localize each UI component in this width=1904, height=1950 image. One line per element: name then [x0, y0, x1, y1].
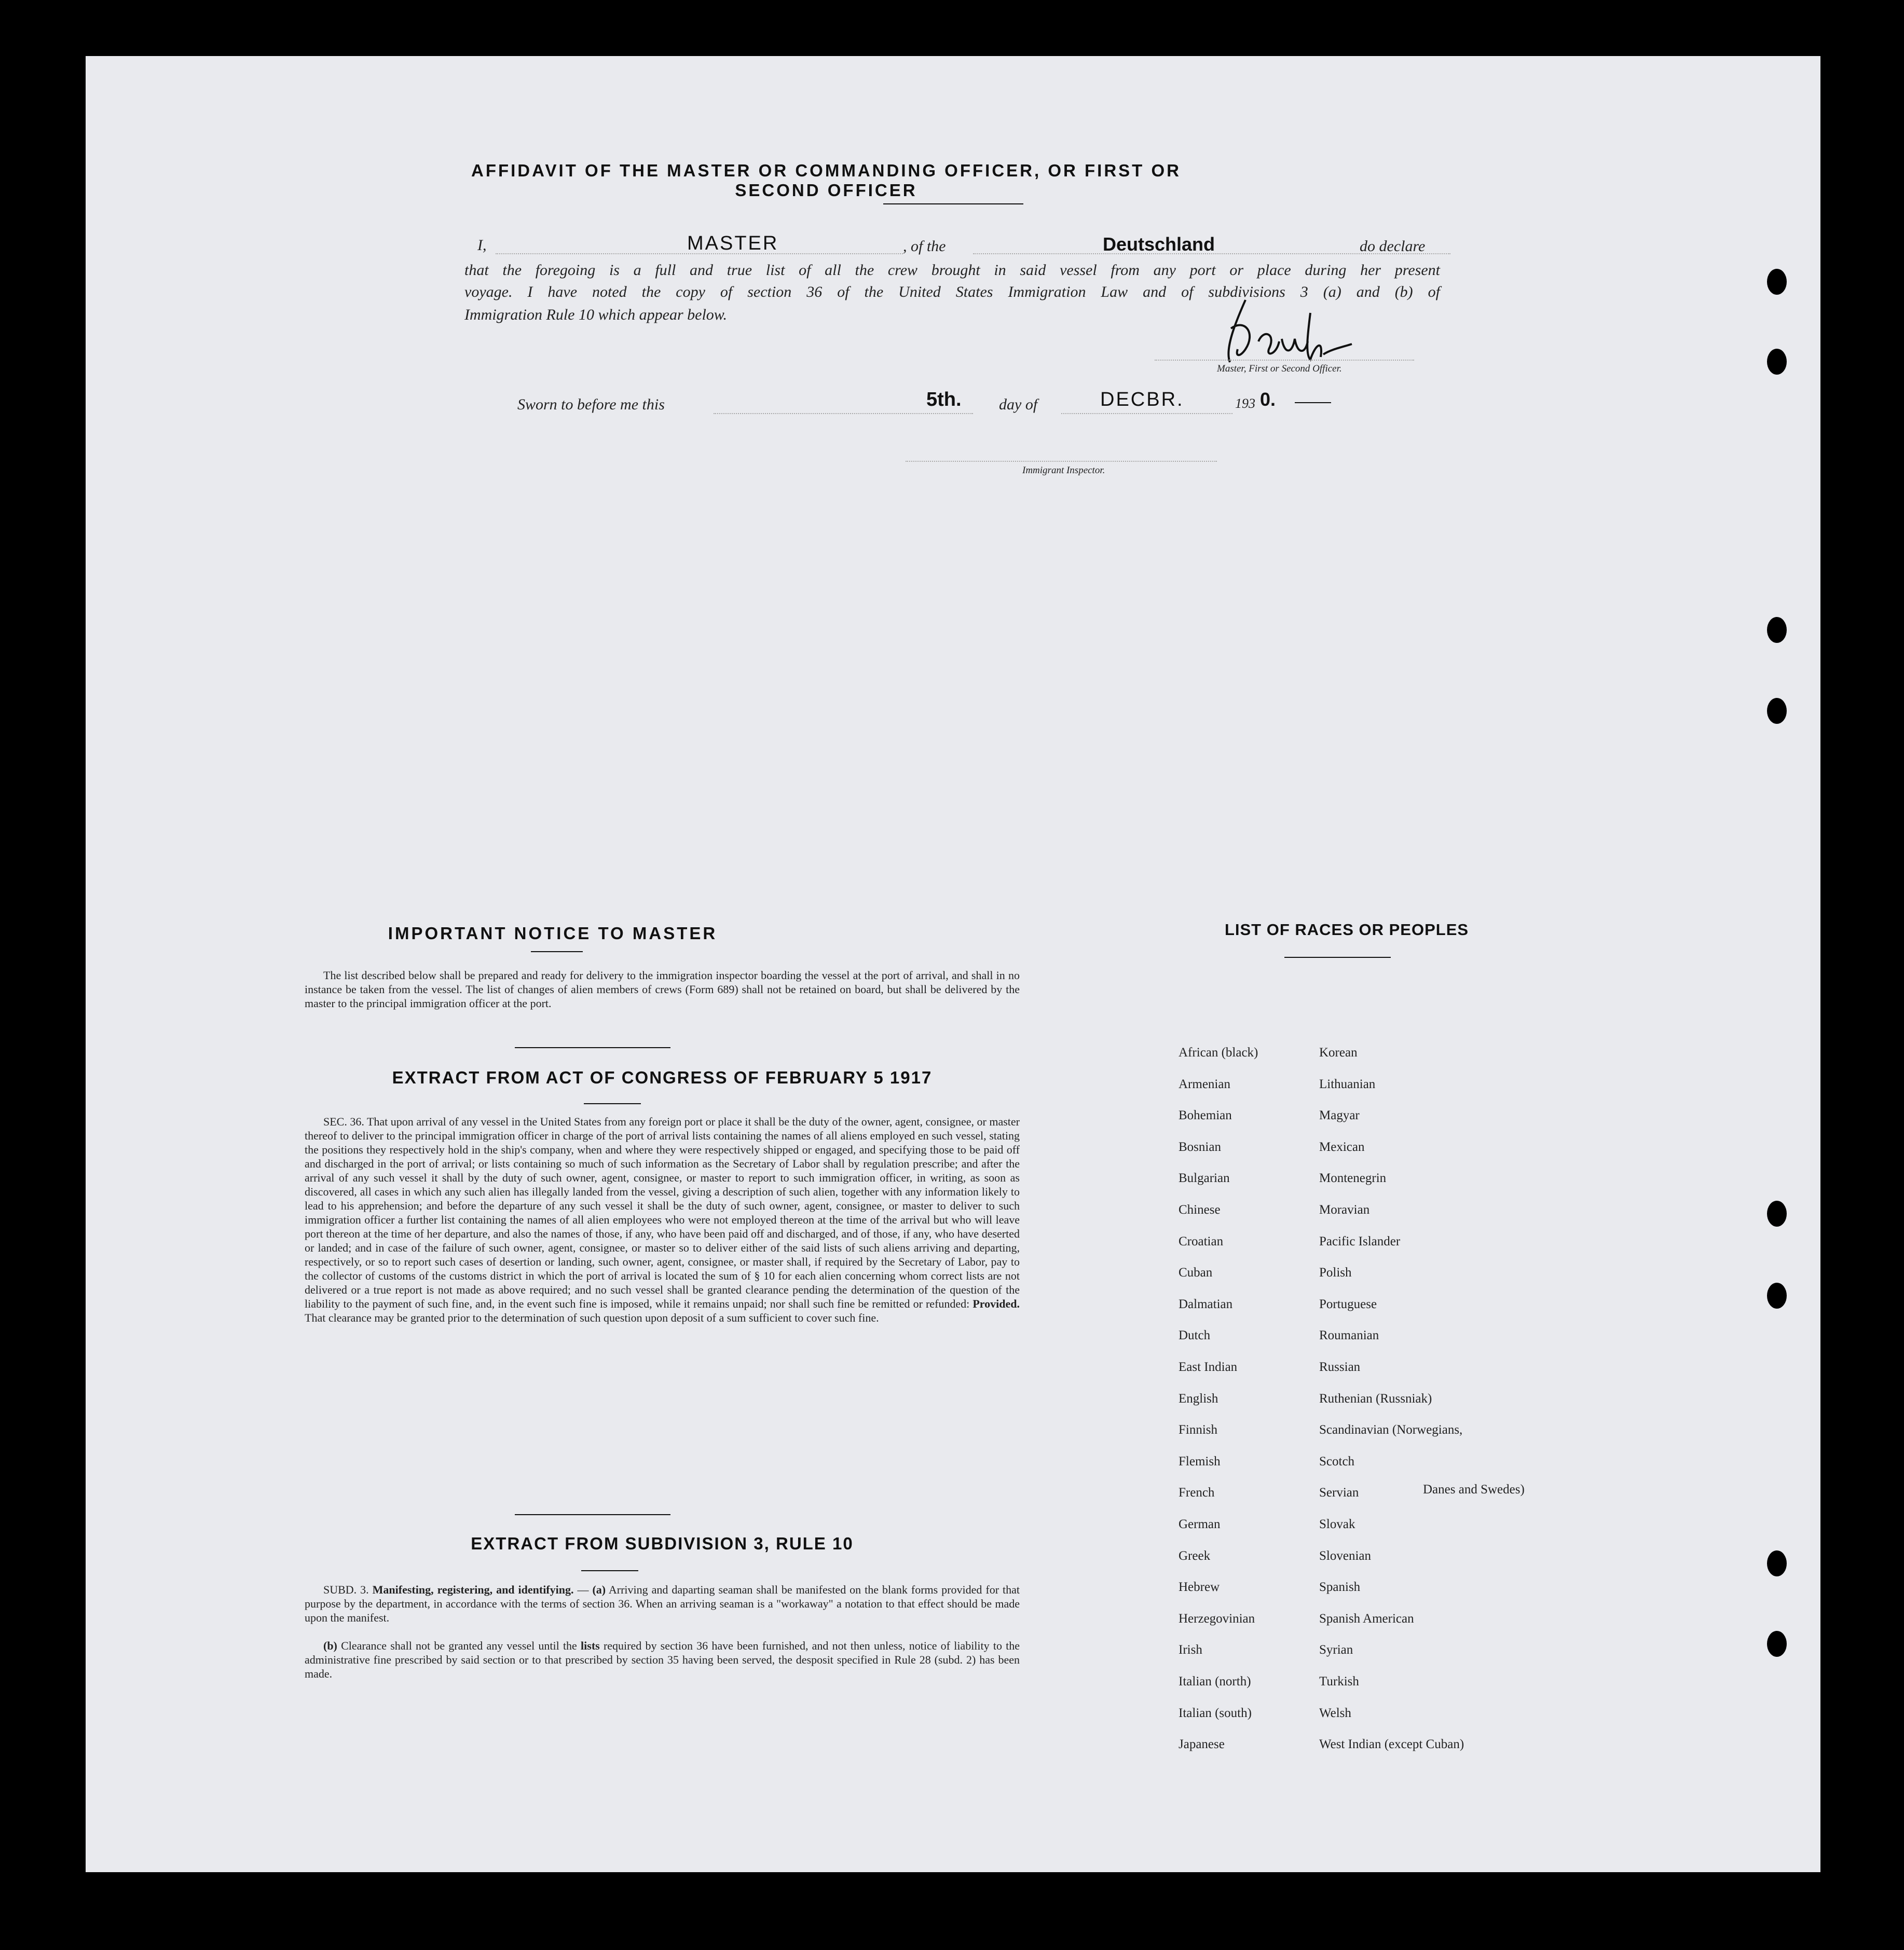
race-item: French	[1179, 1486, 1215, 1500]
race-item: Hebrew	[1179, 1580, 1220, 1594]
race-item: Japanese	[1179, 1737, 1225, 1751]
race-item: Mexican	[1319, 1140, 1365, 1154]
affidavit-body-line-3: Immigration Rule 10 which appear below.	[464, 306, 728, 323]
race-item: Dalmatian	[1179, 1297, 1233, 1311]
races-title-rule	[1284, 957, 1391, 958]
race-item: Servian	[1319, 1486, 1359, 1500]
races-title: LIST OF RACES OR PEOPLES	[1224, 921, 1469, 939]
punch-hole	[1767, 698, 1787, 724]
race-item: Chinese	[1179, 1203, 1221, 1217]
day-of-label: day of	[999, 396, 1038, 413]
race-item: Bulgarian	[1179, 1171, 1230, 1185]
race-item: Lithuanian	[1319, 1077, 1376, 1091]
punch-hole	[1767, 349, 1787, 375]
punch-hole	[1767, 1283, 1787, 1309]
extract-rule-subd-a	[305, 1583, 1020, 1625]
punch-hole	[1767, 269, 1787, 295]
race-item: English	[1179, 1392, 1218, 1406]
sworn-label: Sworn to before me this	[517, 396, 665, 413]
race-item: African (black)	[1179, 1046, 1258, 1060]
notice-separator	[515, 1047, 670, 1048]
race-item: Greek	[1179, 1549, 1211, 1563]
vessel-name-field: Deutschland	[1103, 234, 1215, 255]
punch-hole	[1767, 1201, 1787, 1227]
extract-act-provided: Provided.	[972, 1297, 1020, 1310]
affidavit-i-label: I,	[477, 237, 487, 254]
race-item: Armenian	[1179, 1077, 1230, 1091]
race-item: Moravian	[1319, 1203, 1370, 1217]
extract-act-text	[305, 1115, 1020, 1325]
document-page	[86, 56, 1820, 1872]
race-item: German	[1179, 1517, 1221, 1531]
subd-a-text: Arriving and daparting seaman shall be manifested on the blank forms provided for that purpose by the department, in accordance with the terms of section 36. When an arriving seaman is a "workaway" a notation to that effect should be made upon the manifest.	[305, 1583, 1020, 1624]
race-item: Slovenian	[1319, 1549, 1371, 1563]
subd-b-text-2: required by section 36 have been furnished, and not then unless, notice of liability to the administrative fine prescribed by said section or to that prescribed by section 35 having been served, the desposit specified in Rule 28 (subd. 2) has been made.	[305, 1639, 1020, 1680]
extract-act-clearance: That clearance may be granted prior to the determination of such question upon deposit of a sum sufficient to cover such fine.	[305, 1311, 879, 1324]
race-item: Syrian	[1319, 1643, 1353, 1657]
subd-heading: Manifesting, registering, and identifying.	[372, 1583, 574, 1596]
extract-rule-rule	[581, 1570, 638, 1571]
extract-rule-title: EXTRACT FROM SUBDIVISION 3, RULE 10	[471, 1534, 854, 1553]
race-item-continuation: Danes and Swedes)	[1423, 1482, 1525, 1496]
inspector-line	[906, 461, 1217, 462]
subd-a-label: (a)	[592, 1583, 606, 1596]
subd-dash: —	[577, 1583, 589, 1596]
extract-act-title: EXTRACT FROM ACT OF CONGRESS OF FEBRUARY 5 1917	[392, 1068, 933, 1087]
inspector-caption: Immigrant Inspector.	[1022, 465, 1105, 476]
affidavit-body-line-1: that the foregoing is a full and true list of all the crew brought in said vessel from any port or place during her present	[464, 262, 1440, 279]
race-item: Finnish	[1179, 1423, 1218, 1437]
race-item: Scandinavian (Norwegians,	[1319, 1423, 1463, 1437]
race-item: Scotch	[1319, 1454, 1355, 1468]
extract-act-separator	[515, 1514, 670, 1515]
affidavit-do-declare: do declare	[1360, 238, 1426, 255]
race-item: Croatian	[1179, 1234, 1224, 1248]
race-item: Spanish	[1319, 1580, 1361, 1594]
punch-hole	[1767, 1550, 1787, 1576]
race-item: Pacific Islander	[1319, 1234, 1401, 1248]
race-item: Cuban	[1179, 1266, 1213, 1280]
month-field: DECBR.	[1100, 389, 1184, 410]
punch-hole	[1767, 617, 1787, 643]
notice-title-rule	[531, 951, 583, 952]
day-blank-line	[714, 413, 973, 414]
race-item: Russian	[1319, 1360, 1361, 1374]
affidavit-title-rule	[883, 203, 1023, 204]
race-item: Welsh	[1319, 1706, 1351, 1720]
extract-rule-subd-b	[305, 1639, 1020, 1681]
race-item: Bosnian	[1179, 1140, 1221, 1154]
race-item: Portuguese	[1319, 1297, 1377, 1311]
race-item: Turkish	[1319, 1674, 1359, 1688]
signature-caption: Master, First or Second Officer.	[1217, 363, 1342, 374]
extract-act-rule	[584, 1103, 641, 1104]
race-item: Roumanian	[1319, 1328, 1379, 1342]
race-item: Montenegrin	[1319, 1171, 1387, 1185]
race-item: East Indian	[1179, 1360, 1238, 1374]
master-name-field: MASTER	[687, 232, 779, 254]
day-field: 5th.	[926, 389, 962, 410]
subd-label: SUBD. 3.	[323, 1583, 369, 1596]
affidavit-body-line-2: voyage. I have noted the copy of section 36 of the United States Immigration Law and of subdivisions 3 (a) and (b) of	[464, 283, 1440, 300]
notice-text: The list described below shall be prepared and ready for delivery to the immigration inspector boarding the vessel at the port of arrival, and shall in no instance be taken from the vessel. The list of changes of alien members of crews (Form 689) shall not be retained on board, but shall be delivered by the master to the principal immigration officer at the port.	[305, 969, 1020, 1010]
extract-act-sec36: SEC. 36. That upon arrival of any vessel in the United States from any foreign port or place it shall be the duty of the owner, agent, consignee, or master thereof to deliver to the principal immigration officer in charge of the port of arrival lists containing the names of all aliens employed en such vessel, stating the positions they respectively hold in the ship's company, when and where they were respectively shipped or engaged, and specifying those to be paid off and discharged in the port of arrival; or lists containing so much of such information as the Secretary of Labor shall by regulation prescribe; and after the arrival of any such vessel it shall by the duty of such owner, agent, consignee, or master to report to such immigration officer, in writing, as soon as discovered, all cases in which any such alien has illegally landed from the vessel, giving a description of such alien, together with any information likely to lead to his apprehension; and before the departure of any such vessel it shall be the duty of such owner, agent, consignee, or master to deliver to such immigration officer a further list containing the names of all alien employees who were not employed thereon at the time of the arrival but who will leave port thereon at the time of her departure, and also the names of those, if any, who have been paid off and discharged, and of those, if any, who have deserted or landed; and in case of the failure of such owner, agent, consignee, or master so to deliver either of the said lists of such aliens arriving and departing, respectively, or so to report such cases of desertion or landing, such owner, agent, consignee, or master shall, if required by the Secretary of Labor, pay to the collector of customs of the customs district in which the port of arrival is located the sum of § 10 for each alien concerning whom correct lists are not delivered or a true report is not made as above required; and no such vessel shall be granted clearance pending the determination of the question of the liability to the payment of such fine, and, in the event such fine is imposed, while it remains unpaid; nor shall such fine be remitted or refunded:	[305, 1115, 1020, 1310]
race-item: West Indian (except Cuban)	[1319, 1737, 1464, 1751]
race-item: Bohemian	[1179, 1108, 1232, 1122]
subd-b-text-1: Clearance shall not be granted any vessel until the	[341, 1639, 577, 1652]
year-prefix: 193	[1235, 396, 1255, 411]
month-blank-line	[1061, 413, 1232, 414]
race-item: Magyar	[1319, 1108, 1360, 1122]
race-item: Italian (north)	[1179, 1674, 1251, 1688]
race-item: Irish	[1179, 1643, 1202, 1657]
year-dash	[1295, 402, 1331, 403]
race-item: Flemish	[1179, 1454, 1221, 1468]
race-item: Dutch	[1179, 1328, 1211, 1342]
race-item: Ruthenian (Russniak)	[1319, 1392, 1432, 1406]
race-item: Korean	[1319, 1046, 1358, 1060]
race-item: Herzegovinian	[1179, 1612, 1255, 1626]
race-item: Italian (south)	[1179, 1706, 1252, 1720]
race-item: Spanish American	[1319, 1612, 1414, 1626]
affidavit-of-the-label: , of the	[903, 238, 946, 255]
affidavit-title: AFFIDAVIT OF THE MASTER OR COMMANDING OFFICER, OR FIRST OR SECOND OFFICER	[471, 161, 1181, 200]
subd-b-label: (b)	[323, 1639, 337, 1652]
race-item: Slovak	[1319, 1517, 1355, 1531]
signature-line	[1155, 360, 1414, 361]
subd-b-lists: lists	[581, 1639, 600, 1652]
punch-hole	[1767, 1631, 1787, 1657]
year-suffix-field: 0.	[1260, 389, 1276, 410]
race-item: Polish	[1319, 1266, 1352, 1280]
notice-title: IMPORTANT NOTICE TO MASTER	[388, 924, 718, 943]
